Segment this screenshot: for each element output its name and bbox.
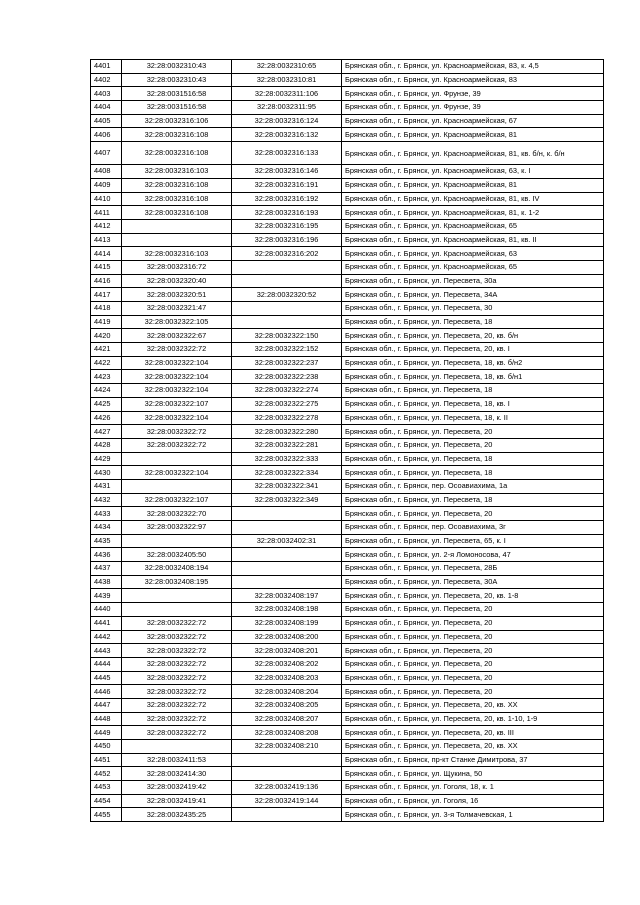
object-cadastral-number-cell: 32:28:0032316:193 [232,206,342,220]
address-cell: Брянская обл., г. Брянск, ул. Красноармейская, 81 [342,128,604,142]
address-cell: Брянская обл., г. Брянск, пер. Осоавиахима, 1а [342,479,604,493]
address-cell: Брянская обл., г. Брянск, ул. Пересвета, 18 [342,466,604,480]
registry-table-body [91,60,604,822]
address-cell: Брянская обл., г. Брянск, ул. Пересвета, 20, кв. XX [342,698,604,712]
object-cadastral-number-cell: 32:28:0032322:341 [232,479,342,493]
parcel-cadastral-number-cell: 32:28:0032322:70 [122,507,232,521]
row-number-cell: 4423 [91,370,122,384]
table-row [91,192,604,206]
address-cell: Брянская обл., г. Брянск, ул. Красноармейская, 65 [342,219,604,233]
object-cadastral-number-cell: 32:28:0032408:204 [232,685,342,699]
address-cell: Брянская обл., г. Брянск, ул. Пересвета, 30 [342,302,604,316]
object-cadastral-number-cell: 32:28:0032320:52 [232,288,342,302]
table-row [91,302,604,316]
address-cell: Брянская обл., г. Брянск, ул. 2-я Ломоносова, 47 [342,548,604,562]
address-cell: Брянская обл., г. Брянск, ул. Пересвета, 20 [342,630,604,644]
parcel-cadastral-number-cell: 32:28:0032310:43 [122,60,232,74]
address-cell: Брянская обл., г. Брянск, ул. Пересвета, 18 [342,315,604,329]
object-cadastral-number-cell [232,274,342,288]
parcel-cadastral-number-cell: 32:28:0032322:67 [122,329,232,343]
object-cadastral-number-cell: 32:28:0032310:65 [232,60,342,74]
table-row [91,343,604,357]
row-number-cell: 4421 [91,343,122,357]
parcel-cadastral-number-cell [122,603,232,617]
table-row [91,438,604,452]
object-cadastral-number-cell: 32:28:0032316:202 [232,247,342,261]
object-cadastral-number-cell: 32:28:0032310:81 [232,73,342,87]
address-cell: Брянская обл., г. Брянск, ул. Красноармейская, 63, к. I [342,165,604,179]
table-row [91,142,604,165]
address-cell: Брянская обл., г. Брянск, ул. Пересвета, 28Б [342,562,604,576]
table-row [91,753,604,767]
row-number-cell: 4450 [91,740,122,754]
row-number-cell: 4444 [91,657,122,671]
parcel-cadastral-number-cell: 32:28:0032405:50 [122,548,232,562]
row-number-cell: 4431 [91,479,122,493]
table-row [91,260,604,274]
address-cell: Брянская обл., г. Брянск, ул. Пересвета, 18, кв. I [342,397,604,411]
table-row [91,288,604,302]
row-number-cell: 4418 [91,302,122,316]
object-cadastral-number-cell: 32:28:0032322:275 [232,397,342,411]
row-number-cell: 4435 [91,534,122,548]
object-cadastral-number-cell: 32:28:0032322:281 [232,438,342,452]
object-cadastral-number-cell [232,808,342,822]
table-row [91,329,604,343]
address-cell: Брянская обл., г. Брянск, ул. Пересвета, 34А [342,288,604,302]
object-cadastral-number-cell: 32:28:0032408:197 [232,589,342,603]
address-cell: Брянская обл., г. Брянск, ул. Пересвета, 20 [342,685,604,699]
table-row [91,698,604,712]
row-number-cell: 4410 [91,192,122,206]
object-cadastral-number-cell [232,302,342,316]
table-row [91,521,604,535]
table-row [91,128,604,142]
row-number-cell: 4447 [91,698,122,712]
row-number-cell: 4415 [91,260,122,274]
object-cadastral-number-cell: 32:28:0032316:146 [232,165,342,179]
address-cell: Брянская обл., г. Брянск, ул. Пересвета, 18, кв. б/н2 [342,356,604,370]
row-number-cell: 4416 [91,274,122,288]
table-row [91,740,604,754]
object-cadastral-number-cell: 32:28:0032322:334 [232,466,342,480]
parcel-cadastral-number-cell: 32:28:0032322:72 [122,630,232,644]
address-cell: Брянская обл., г. Брянск, ул. Пересвета, 20 [342,603,604,617]
object-cadastral-number-cell: 32:28:0032322:150 [232,329,342,343]
address-cell: Брянская обл., г. Брянск, ул. Пересвета, 20, кв. I [342,343,604,357]
object-cadastral-number-cell: 32:28:0032419:136 [232,781,342,795]
row-number-cell: 4424 [91,384,122,398]
object-cadastral-number-cell: 32:28:0032316:124 [232,114,342,128]
table-row [91,452,604,466]
parcel-cadastral-number-cell: 32:28:0032322:107 [122,493,232,507]
parcel-cadastral-number-cell: 32:28:0032419:41 [122,794,232,808]
object-cadastral-number-cell: 32:28:0032311:95 [232,101,342,115]
parcel-cadastral-number-cell: 32:28:0032310:43 [122,73,232,87]
row-number-cell: 4433 [91,507,122,521]
address-cell: Брянская обл., г. Брянск, ул. Пересвета, 18, кв. б/н1 [342,370,604,384]
address-cell: Брянская обл., г. Брянск, ул. Пересвета, 20, кв. 1-10, 1-9 [342,712,604,726]
row-number-cell: 4451 [91,753,122,767]
table-row [91,315,604,329]
row-number-cell: 4411 [91,206,122,220]
object-cadastral-number-cell: 32:28:0032419:144 [232,794,342,808]
object-cadastral-number-cell: 32:28:0032322:278 [232,411,342,425]
address-cell: Брянская обл., г. Брянск, ул. Пересвета, 20, кв. XX [342,740,604,754]
parcel-cadastral-number-cell: 32:28:0032322:72 [122,425,232,439]
table-row [91,479,604,493]
parcel-cadastral-number-cell [122,740,232,754]
row-number-cell: 4429 [91,452,122,466]
parcel-cadastral-number-cell: 32:28:0032316:103 [122,247,232,261]
object-cadastral-number-cell: 32:28:0032322:280 [232,425,342,439]
row-number-cell: 4430 [91,466,122,480]
table-row [91,73,604,87]
object-cadastral-number-cell: 32:28:0032408:208 [232,726,342,740]
row-number-cell: 4442 [91,630,122,644]
parcel-cadastral-number-cell: 32:28:0032322:72 [122,671,232,685]
object-cadastral-number-cell: 32:28:0032316:196 [232,233,342,247]
object-cadastral-number-cell: 32:28:0032408:203 [232,671,342,685]
row-number-cell: 4453 [91,781,122,795]
table-row [91,384,604,398]
address-cell: Брянская обл., г. Брянск, ул. Пересвета, 20 [342,657,604,671]
row-number-cell: 4426 [91,411,122,425]
object-cadastral-number-cell: 32:28:0032316:195 [232,219,342,233]
table-row [91,274,604,288]
parcel-cadastral-number-cell [122,233,232,247]
row-number-cell: 4436 [91,548,122,562]
address-cell: Брянская обл., г. Брянск, ул. Пересвета, 20 [342,616,604,630]
address-cell: Брянская обл., г. Брянск, ул. Пересвета, 20 [342,671,604,685]
object-cadastral-number-cell: 32:28:0032408:207 [232,712,342,726]
address-cell: Брянская обл., г. Брянск, ул. Пересвета, 20, кв. 1-8 [342,589,604,603]
address-cell: Брянская обл., г. Брянск, ул. Пересвета, 30А [342,575,604,589]
object-cadastral-number-cell: 32:28:0032408:205 [232,698,342,712]
object-cadastral-number-cell [232,548,342,562]
address-cell: Брянская обл., г. Брянск, ул. Пересвета, 18 [342,493,604,507]
object-cadastral-number-cell [232,521,342,535]
parcel-cadastral-number-cell [122,452,232,466]
row-number-cell: 4432 [91,493,122,507]
parcel-cadastral-number-cell: 32:28:0032316:103 [122,165,232,179]
address-cell: Брянская обл., г. Брянск, ул. Красноармейская, 83 [342,73,604,87]
object-cadastral-number-cell: 32:28:0032316:133 [232,142,342,165]
parcel-cadastral-number-cell: 32:28:0032322:72 [122,657,232,671]
object-cadastral-number-cell: 32:28:0032408:201 [232,644,342,658]
table-row [91,630,604,644]
row-number-cell: 4441 [91,616,122,630]
table-row [91,165,604,179]
row-number-cell: 4440 [91,603,122,617]
parcel-cadastral-number-cell: 32:28:0032322:72 [122,644,232,658]
parcel-cadastral-number-cell [122,534,232,548]
row-number-cell: 4454 [91,794,122,808]
parcel-cadastral-number-cell: 32:28:0032408:195 [122,575,232,589]
parcel-cadastral-number-cell [122,589,232,603]
address-cell: Брянская обл., г. Брянск, ул. Пересвета, 30а [342,274,604,288]
table-row [91,808,604,822]
table-row [91,206,604,220]
address-cell: Брянская обл., г. Брянск, пр-кт Станке Димитрова, 37 [342,753,604,767]
object-cadastral-number-cell: 32:28:0032322:152 [232,343,342,357]
parcel-cadastral-number-cell: 32:28:0032316:108 [122,128,232,142]
object-cadastral-number-cell: 32:28:0032322:237 [232,356,342,370]
parcel-cadastral-number-cell: 32:28:0032322:72 [122,726,232,740]
parcel-cadastral-number-cell: 32:28:0032322:97 [122,521,232,535]
address-cell: Брянская обл., г. Брянск, ул. Фрунзе, 39 [342,101,604,115]
table-row [91,411,604,425]
table-row [91,781,604,795]
table-row [91,247,604,261]
object-cadastral-number-cell: 32:28:0032322:333 [232,452,342,466]
table-row [91,114,604,128]
row-number-cell: 4414 [91,247,122,261]
table-row [91,466,604,480]
row-number-cell: 4437 [91,562,122,576]
object-cadastral-number-cell [232,315,342,329]
row-number-cell: 4439 [91,589,122,603]
address-cell: Брянская обл., г. Брянск, ул. Пересвета, 18, к. II [342,411,604,425]
table-row [91,534,604,548]
parcel-cadastral-number-cell: 32:28:0032322:72 [122,616,232,630]
parcel-cadastral-number-cell: 32:28:0032316:72 [122,260,232,274]
address-cell: Брянская обл., г. Брянск, ул. Гоголя, 16 [342,794,604,808]
row-number-cell: 4407 [91,142,122,165]
object-cadastral-number-cell [232,753,342,767]
table-row [91,425,604,439]
parcel-cadastral-number-cell [122,479,232,493]
row-number-cell: 4452 [91,767,122,781]
row-number-cell: 4405 [91,114,122,128]
object-cadastral-number-cell: 32:28:0032408:200 [232,630,342,644]
address-cell: Брянская обл., г. Брянск, ул. 3-я Толмачевская, 1 [342,808,604,822]
row-number-cell: 4455 [91,808,122,822]
table-row [91,548,604,562]
table-row [91,671,604,685]
address-cell: Брянская обл., г. Брянск, ул. Красноармейская, 63 [342,247,604,261]
row-number-cell: 4428 [91,438,122,452]
address-cell: Брянская обл., г. Брянск, ул. Красноармейская, 83, к. 4,5 [342,60,604,74]
row-number-cell: 4409 [91,178,122,192]
parcel-cadastral-number-cell: 32:28:0032320:40 [122,274,232,288]
table-row [91,356,604,370]
table-row [91,794,604,808]
table-row [91,767,604,781]
parcel-cadastral-number-cell: 32:28:0032408:194 [122,562,232,576]
parcel-cadastral-number-cell: 32:28:0032322:72 [122,343,232,357]
address-cell: Брянская обл., г. Брянск, пер. Осоавиахима, 3г [342,521,604,535]
object-cadastral-number-cell [232,507,342,521]
parcel-cadastral-number-cell: 32:28:0032316:106 [122,114,232,128]
parcel-cadastral-number-cell: 32:28:0032322:72 [122,438,232,452]
object-cadastral-number-cell: 32:28:0032316:132 [232,128,342,142]
parcel-cadastral-number-cell [122,219,232,233]
parcel-cadastral-number-cell: 32:28:0032316:108 [122,192,232,206]
table-row [91,575,604,589]
table-row [91,493,604,507]
parcel-cadastral-number-cell: 32:28:0032316:108 [122,206,232,220]
table-row [91,178,604,192]
parcel-cadastral-number-cell: 32:28:0032435:25 [122,808,232,822]
table-row [91,603,604,617]
parcel-cadastral-number-cell: 32:28:0031516:58 [122,87,232,101]
parcel-cadastral-number-cell: 32:28:0032322:104 [122,466,232,480]
parcel-cadastral-number-cell: 32:28:0032322:107 [122,397,232,411]
address-cell: Брянская обл., г. Брянск, ул. Красноармейская, 81, кв. II [342,233,604,247]
address-cell: Брянская обл., г. Брянск, ул. Пересвета, 20, кв. III [342,726,604,740]
row-number-cell: 4449 [91,726,122,740]
row-number-cell: 4419 [91,315,122,329]
object-cadastral-number-cell: 32:28:0032322:238 [232,370,342,384]
address-cell: Брянская обл., г. Брянск, ул. Пересвета, 65, к. I [342,534,604,548]
table-row [91,60,604,74]
parcel-cadastral-number-cell: 32:28:0032414:30 [122,767,232,781]
address-cell: Брянская обл., г. Брянск, ул. Пересвета, 20 [342,425,604,439]
parcel-cadastral-number-cell: 32:28:0032320:51 [122,288,232,302]
address-cell: Брянская обл., г. Брянск, ул. Пересвета, 20 [342,507,604,521]
row-number-cell: 4406 [91,128,122,142]
parcel-cadastral-number-cell: 32:28:0032322:72 [122,698,232,712]
object-cadastral-number-cell: 32:28:0032322:274 [232,384,342,398]
row-number-cell: 4404 [91,101,122,115]
address-cell: Брянская обл., г. Брянск, ул. Красноармейская, 81, к. 1-2 [342,206,604,220]
address-cell: Брянская обл., г. Брянск, ул. Пересвета, 18 [342,384,604,398]
object-cadastral-number-cell: 32:28:0032316:192 [232,192,342,206]
table-row [91,657,604,671]
parcel-cadastral-number-cell: 32:28:0032322:105 [122,315,232,329]
table-row [91,562,604,576]
row-number-cell: 4446 [91,685,122,699]
address-cell: Брянская обл., г. Брянск, ул. Пересвета, 20, кв. б/н [342,329,604,343]
table-row [91,507,604,521]
row-number-cell: 4438 [91,575,122,589]
row-number-cell: 4434 [91,521,122,535]
address-cell: Брянская обл., г. Брянск, ул. Пересвета, 20 [342,438,604,452]
table-row [91,397,604,411]
row-number-cell: 4413 [91,233,122,247]
object-cadastral-number-cell: 32:28:0032322:349 [232,493,342,507]
table-row [91,233,604,247]
address-cell: Брянская обл., г. Брянск, ул. Красноармейская, 81 [342,178,604,192]
row-number-cell: 4408 [91,165,122,179]
row-number-cell: 4422 [91,356,122,370]
row-number-cell: 4420 [91,329,122,343]
object-cadastral-number-cell [232,260,342,274]
table-row [91,370,604,384]
parcel-cadastral-number-cell: 32:28:0032322:104 [122,370,232,384]
parcel-cadastral-number-cell: 32:28:0032411:53 [122,753,232,767]
object-cadastral-number-cell: 32:28:0032408:210 [232,740,342,754]
address-cell: Брянская обл., г. Брянск, ул. Красноармейская, 65 [342,260,604,274]
object-cadastral-number-cell: 32:28:0032311:106 [232,87,342,101]
row-number-cell: 4401 [91,60,122,74]
row-number-cell: 4403 [91,87,122,101]
object-cadastral-number-cell [232,767,342,781]
object-cadastral-number-cell: 32:28:0032408:202 [232,657,342,671]
object-cadastral-number-cell: 32:28:0032408:199 [232,616,342,630]
table-row [91,87,604,101]
table-row [91,616,604,630]
address-cell: Брянская обл., г. Брянск, ул. Красноармейская, 67 [342,114,604,128]
row-number-cell: 4445 [91,671,122,685]
row-number-cell: 4425 [91,397,122,411]
parcel-cadastral-number-cell: 32:28:0032322:72 [122,712,232,726]
row-number-cell: 4448 [91,712,122,726]
row-number-cell: 4443 [91,644,122,658]
parcel-cadastral-number-cell: 32:28:0032316:108 [122,142,232,165]
object-cadastral-number-cell: 32:28:0032316:191 [232,178,342,192]
address-cell: Брянская обл., г. Брянск, ул. Щукина, 50 [342,767,604,781]
parcel-cadastral-number-cell: 32:28:0032322:72 [122,685,232,699]
parcel-cadastral-number-cell: 32:28:0032316:108 [122,178,232,192]
table-row [91,589,604,603]
row-number-cell: 4412 [91,219,122,233]
row-number-cell: 4417 [91,288,122,302]
parcel-cadastral-number-cell: 32:28:0032419:42 [122,781,232,795]
parcel-cadastral-number-cell: 32:28:0032322:104 [122,356,232,370]
address-cell: Брянская обл., г. Брянск, ул. Красноармейская, 81, кв. б/н, к. б/н [342,142,604,165]
registry-table [90,59,604,822]
table-row [91,219,604,233]
object-cadastral-number-cell: 32:28:0032402:31 [232,534,342,548]
object-cadastral-number-cell [232,562,342,576]
table-row [91,101,604,115]
table-row [91,644,604,658]
table-row [91,685,604,699]
parcel-cadastral-number-cell: 32:28:0032322:104 [122,384,232,398]
parcel-cadastral-number-cell: 32:28:0032321:47 [122,302,232,316]
row-number-cell: 4402 [91,73,122,87]
address-cell: Брянская обл., г. Брянск, ул. Красноармейская, 81, кв. IV [342,192,604,206]
address-cell: Брянская обл., г. Брянск, ул. Фрунзе, 39 [342,87,604,101]
address-cell: Брянская обл., г. Брянск, ул. Пересвета, 18 [342,452,604,466]
object-cadastral-number-cell [232,575,342,589]
row-number-cell: 4427 [91,425,122,439]
table-row [91,712,604,726]
address-cell: Брянская обл., г. Брянск, ул. Гоголя, 18, к. 1 [342,781,604,795]
parcel-cadastral-number-cell: 32:28:0031516:58 [122,101,232,115]
table-row [91,726,604,740]
object-cadastral-number-cell: 32:28:0032408:198 [232,603,342,617]
address-cell: Брянская обл., г. Брянск, ул. Пересвета, 20 [342,644,604,658]
parcel-cadastral-number-cell: 32:28:0032322:104 [122,411,232,425]
